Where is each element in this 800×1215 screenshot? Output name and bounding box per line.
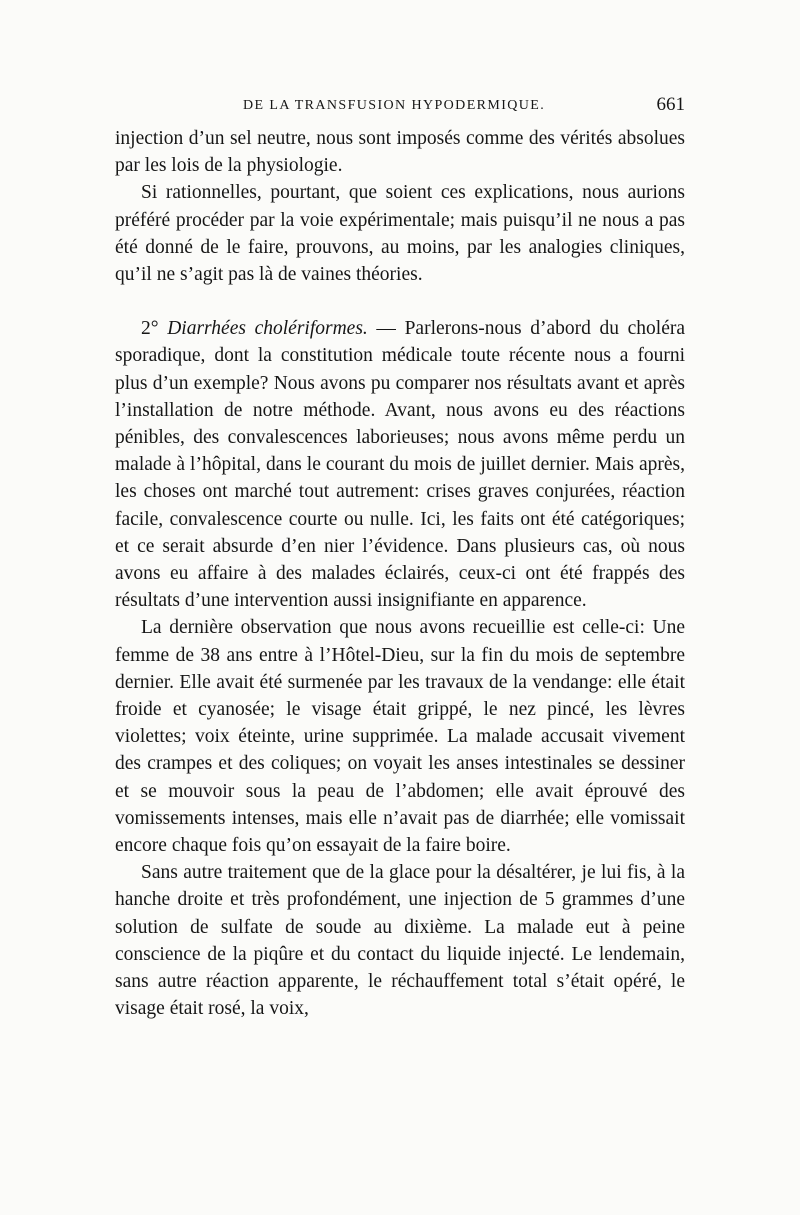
running-title: DE LA TRANSFUSION HYPODERMIQUE.: [243, 98, 546, 113]
paragraph: Sans autre traitement que de la glace pour la désaltérer, je lui fis, à la hanche droite et très profondément, une injection de 5 grammes d’une solution de sulfate de soude au dixième. La malade eut à peine conscience de la piqûre et du contact du liquide injecté. Le lendemain, sans autre réaction apparente, le réchauffement total s’était opéré, le visage était rosé, la voix,: [115, 862, 685, 1020]
page-header: [115, 94, 685, 120]
page-number: 661: [656, 94, 685, 115]
section-dash: —: [367, 318, 405, 340]
section-paragraph: [115, 315, 685, 614]
paragraph-continuation: injection d’un sel neutre, nous sont imposés comme des vérités absolues par les lois de la physiologie.: [115, 128, 685, 177]
paragraph: Si rationnelles, pourtant, que soient ces explications, nous aurions préféré procéder par la voie expérimentale; mais puisqu’il ne nous a pas été donné de le faire, prouvons, au moins, par les analogies cliniques, qu’il ne s’agit pas là de vaines théories.: [115, 182, 685, 286]
section-number: 2°: [141, 318, 159, 340]
body-text: [115, 125, 685, 1023]
section-text: Parlerons-nous d’abord du choléra sporadique, dont la constitution médicale toute récente nous a fourni plus d’un exemple? Nous avons pu comparer nos résultats avant et après l’installation de notre méthode. Avant, nous avons eu des réactions pénibles, des convalescences laborieuses; nous avons même perdu un malade à l’hôpital, dans le courant du mois de juillet dernier. Mais après, les choses ont marché tout autrement: crises graves conjurées, réaction facile, convalescence courte ou nulle. Ici, les faits ont été catégoriques; et ce serait absurde d’en nier l’évidence. Dans plusieurs cas, où nous avons eu affaire à des malades éclairés, ceux-ci ont été frappés des résultats d’une intervention aussi insignifiante en apparence.: [115, 318, 686, 612]
section-title: Diarrhées cholériformes.: [167, 318, 368, 340]
paragraph: La dernière observation que nous avons recueillie est celle-ci: Une femme de 38 ans entre à l’Hôtel-Dieu, sur la fin du mois de septembre dernier. Elle avait été surmenée par les travaux de la vendange: elle était froide et cyanosée; le visage était grippé, le nez pincé, les lèvres violettes; voix éteinte, urine supprimée. La malade accusait vivement des crampes et des coliques; on voyait les anses intestinales se dessiner et se mouvoir sous la peau de l’abdomen; elle avait éprouvé des vomissements intenses, mais elle n’avait pas de diarrhée; elle vomissait encore chaque fois qu’on essayait de la faire boire.: [115, 617, 685, 857]
